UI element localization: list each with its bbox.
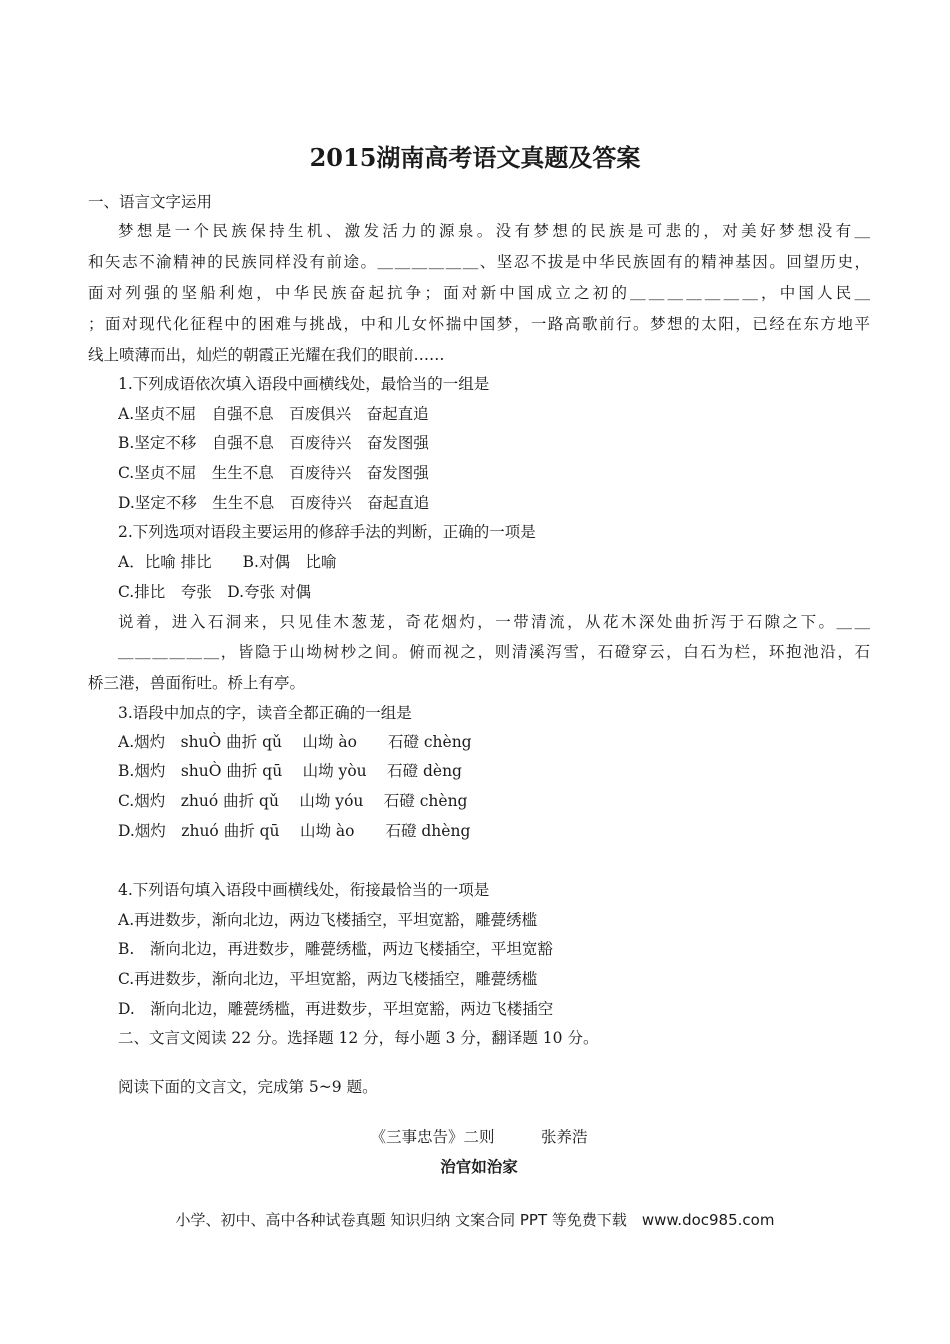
- section2-heading: 二、文言文阅读 22 分。选择题 12 分，每小题 3 分，翻译题 10 分。: [118, 1029, 599, 1047]
- question-1-stem: 1.下列成语依次填入语段中画横线处，最恰当的一组是: [118, 375, 490, 393]
- question-1-option: B.坚定不移 自强不息 百废待兴 奋发图强: [118, 434, 429, 452]
- passage1-line: 梦想是一个民族保持生机、激发活力的源泉。没有梦想的民族是可悲的，对美好梦想没有＿: [118, 222, 870, 240]
- question-4-option: C.再进数步，渐向北边，平坦宽豁，两边飞楼插空，雕甍绣槛: [118, 970, 538, 988]
- passage2-line: 桥三港，兽面衔吐。桥上有亭。: [88, 674, 306, 692]
- passage1-line: 面对列强的坚船利炮，中华民族奋起抗争；面对新中国成立之初的＿＿＿＿＿＿＿，中国人民＿: [88, 284, 870, 302]
- question-4-option: D. 渐向北边，雕甍绣槛，再进数步，平坦宽豁，两边飞楼插空: [118, 1000, 554, 1018]
- question-3-stem: 3.语段中加点的字，读音全都正确的一组是: [118, 704, 412, 722]
- question-1-option: A.坚贞不屈 自强不息 百废俱兴 奋起直追: [118, 405, 429, 423]
- question-3-option: B.烟灼 shuÒ 曲折 qū 山坳 yòu 石磴 dèng: [118, 762, 462, 780]
- classical-text-subtitle: 治官如治家: [440, 1157, 518, 1176]
- footer-watermark: 小学、初中、高中各种试卷真题 知识归纳 文案合同 PPT 等免费下载 www.doc985.com: [175, 1211, 775, 1229]
- question-2-option: A．比喻 排比 B.对偶 比喻: [118, 553, 337, 571]
- question-4-option: A.再进数步，渐向北边，两边飞楼插空，平坦宽豁，雕甍绣槛: [118, 911, 538, 929]
- question-1-option: C.坚贞不屈 生生不息 百废待兴 奋发图强: [118, 464, 429, 482]
- section1-heading: 一、语言文字运用: [88, 193, 213, 211]
- classical-text-title: 《三事忠告》二则 张养浩: [370, 1128, 588, 1146]
- passage2-line: 说着，进入石洞来，只见佳木葱茏，奇花烟灼，一带清流，从花木深处曲折泻于石隙之下。＿＿: [118, 613, 870, 631]
- passage1-line: 线上喷薄而出，灿烂的朝霞正光耀在我们的眼前……: [88, 346, 445, 364]
- question-2-option: C.排比 夸张 D.夸张 对偶: [118, 583, 311, 601]
- page-title: 2015湖南高考语文真题及答案: [309, 143, 641, 172]
- question-4-option: B. 渐向北边，再进数步，雕甍绣槛，两边飞楼插空，平坦宽豁: [118, 940, 553, 958]
- passage1-line: 和矢志不渝精神的民族同样没有前途。＿＿＿＿＿＿、坚忍不拔是中华民族固有的精神基因。回望历史，: [88, 253, 870, 271]
- question-3-option: A.烟灼 shuÒ 曲折 qǔ 山坳 ào 石磴 chèng: [118, 733, 472, 751]
- question-3-option: D.烟灼 zhuó 曲折 qū 山坳 ào 石磴 dhèng: [118, 822, 471, 840]
- question-2-stem: 2.下列选项对语段主要运用的修辞手法的判断，正确的一项是: [118, 523, 536, 541]
- question-1-option: D.坚定不移 生生不息 百废待兴 奋起直追: [118, 494, 430, 512]
- passage1-line: ；面对现代化征程中的困难与挑战，中和儿女怀揣中国梦，一路高歌前行。梦想的太阳，已经在东方地平: [88, 315, 870, 333]
- question-4-stem: 4.下列语句填入语段中画横线处，衔接最恰当的一项是: [118, 881, 490, 899]
- passage2-line: ＿＿＿＿＿＿，皆隐于山坳树杪之间。俯而视之，则清溪泻雪，石磴穿云，白石为栏，环抱池沿，石: [118, 643, 870, 661]
- section2-intro: 阅读下面的文言文，完成第 5~9 题。: [118, 1078, 378, 1096]
- question-3-option: C.烟灼 zhuó 曲折 qǔ 山坳 yóu 石磴 chèng: [118, 792, 468, 810]
